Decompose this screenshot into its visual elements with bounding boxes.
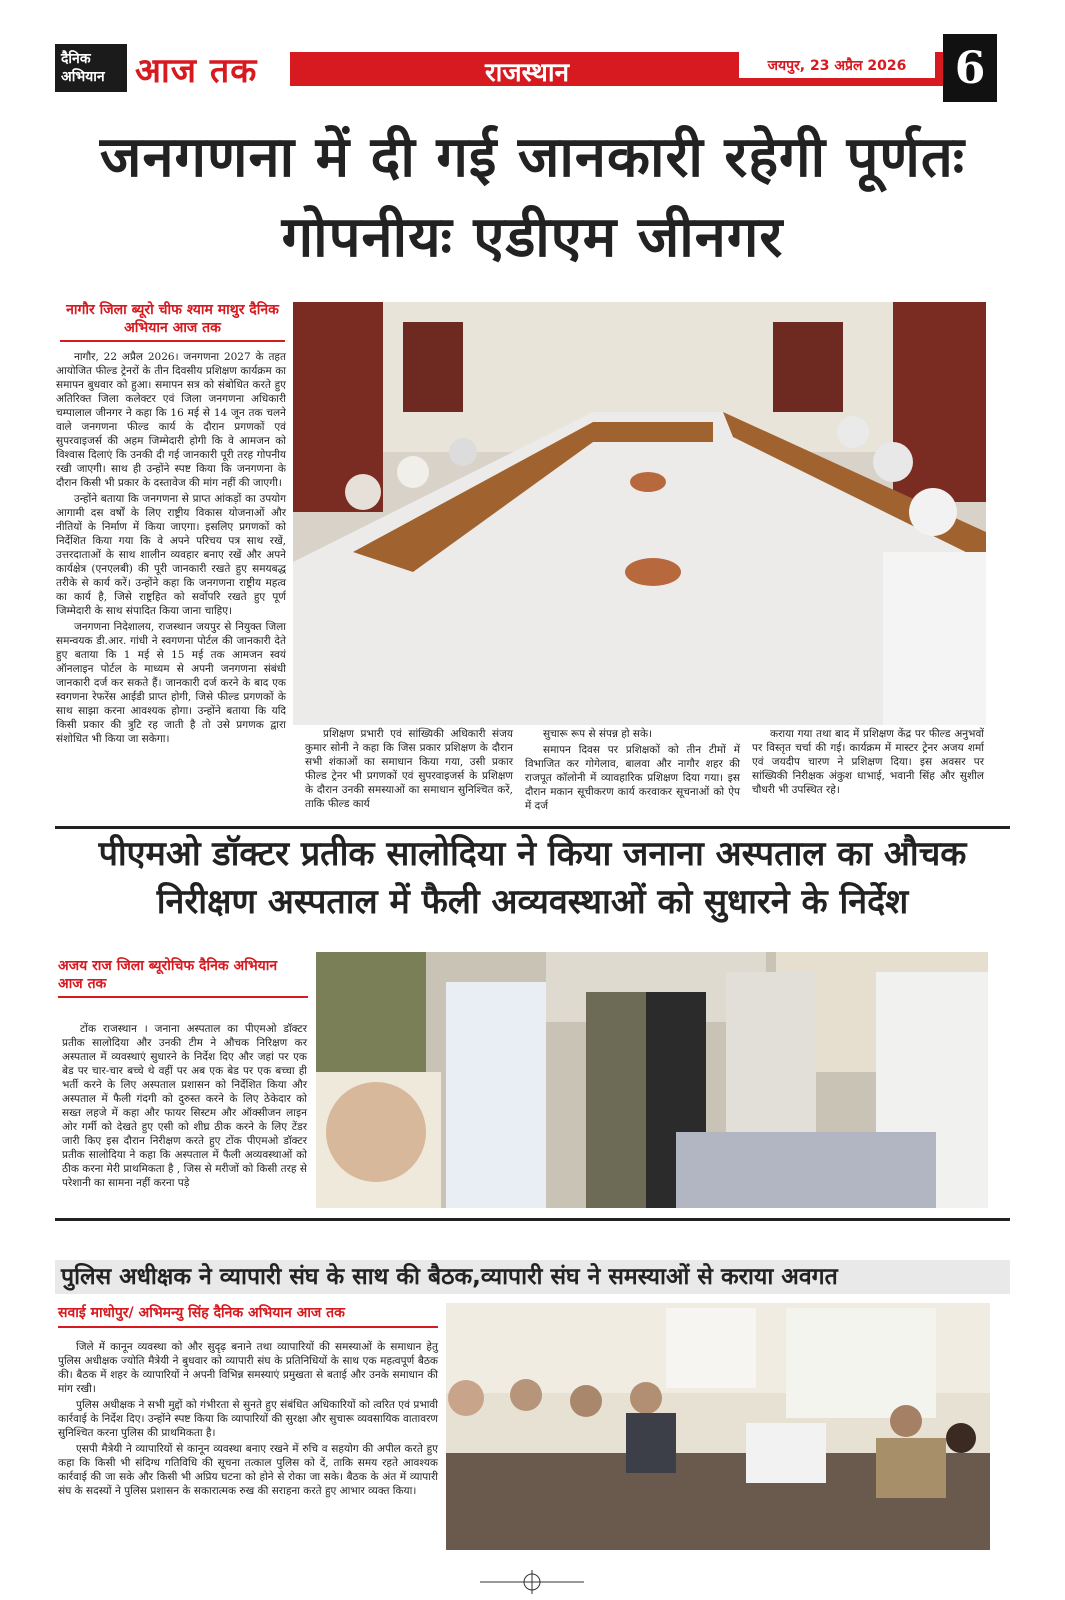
brand-top: दैनिक xyxy=(61,51,91,67)
story3-headline: पुलिस अधीक्षक ने व्यापारी संघ के साथ की बैठक,व्यापारी संघ ने समस्याओं से कराया अवगत xyxy=(55,1260,1010,1294)
registration-mark-icon xyxy=(480,1570,584,1594)
story2-body xyxy=(62,1022,307,1192)
story1-col4 xyxy=(752,727,984,799)
edition-date: जयपुर, 23 अप्रैल 2026 xyxy=(739,52,935,78)
page-number: 6 xyxy=(943,34,997,102)
story3-byline-rule xyxy=(58,1326,438,1328)
story1-col1-para: जनगणना निदेशालय, राजस्थान जयपुर से नियुक्त जिला समन्वयक डी.आर. गांधी ने स्वगणना पोर्टल की जानकारी देते हुए बताया कि 1 मई से 15 मई तक आमजन स्वयं ऑनलाइन पोर्टल के माध्यम से अपनी जनगणना संबंधी जानकारी दर्ज कर सकते हैं। जानकारी दर्ज करने के बाद एक स्वगणना रेफरेंस आईडी प्राप्त होगी, जिसे फील्ड प्रगणकों के साथ साझा करना आवश्यक होगा। उन्होंने बताया कि यदि किसी प्रकार की त्रुटि रह जाती है तो उसे प्रगणक द्वारा संशोधित भी किया जा सकेगा। xyxy=(56,621,286,745)
story1-col2 xyxy=(305,727,513,813)
story2-para: टोंक राजस्थान । जनाना अस्पताल का पीएमओ डॉक्टर प्रतीक सालोदिया और उनकी टीम ने औचक निरिक्षण कर अस्पताल में व्यवस्थाएं सुधारने के निर्देश दिए और जहां पर एक बेड पर चार-चार बच्चे थे वहीं पर अब एक बेड पर एक बच्चा ही भर्ती करने के लिए अस्पताल प्रशासन को निर्देशित किया और अस्पताल में फैली गंदगी को दुरुस्त करने के लिए ठेकेदार को सख्त लहजे में कहा और फायर सिस्टम और ऑक्सीजन लाइन ओर गर्मी को देखते हुए एसी को शीघ्र ठीक करने के लिए टेंडर जारी किए इस दौरान निरीक्षण करते हुए टोंक पीएमओ डॉक्टर प्रतीक सालोदिया ने कहा कि अस्पताल में फैली अव्यवस्थाओं को ठीक करना मेरी प्राथमिकता है , जिस से मरीजों को किसी तरह से परेशानी का सामना नहीं करना पड़े xyxy=(62,1023,307,1189)
story1-col3-para: समापन दिवस पर प्रशिक्षकों को तीन टीमों में विभाजित कर गोगेलाव, बालवा और नागौर शहर की राजपूत कॉलोनी में व्यावहारिक प्रशिक्षण दिया गया। इस दौरान मकान सूचीकरण कार्य करवाकर सूचनाओं को ऐप में दर्ज xyxy=(525,744,740,812)
story3-para: जिले में कानून व्यवस्था को और सुदृढ़ बनाने तथा व्यापारियों की समस्याओं के समाधान हेतु पुलिस अधीक्षक ज्योति मैत्रेयी ने बुधवार को व्यापारी संघ के प्रतिनिधियों के साथ एक महत्वपूर्ण बैठक की। बैठक में शहर के व्यापारियों ने अपनी विभिन्न समस्याएं प्रमुखता से बताई और उनके समाधान की मांग रखी। xyxy=(58,1341,438,1395)
section-name: राजस्थान xyxy=(485,58,570,88)
story3-para: एसपी मैत्रेयी ने व्यापारियों से कानून व्यवस्था बनाए रखने में रुचि व सहयोग की अपील करते हुए कहा कि किसी भी संदिग्ध गतिविधि की सूचना तत्काल पुलिस को दें, ताकि समय रहते आवश्यक कार्रवाई की जा सके और किसी भी अप्रिय घटना को होने से रोका जा सके। बैठक के अंत में व्यापारी संघ के सदस्यों ने पुलिस प्रशासन के सकारात्मक रुख की सराहना करते हुए आभार व्यक्त किया। xyxy=(58,1443,438,1497)
story1-byline-rule xyxy=(60,340,285,342)
story2-byline-rule xyxy=(58,996,308,998)
brand-bottom: अभियान xyxy=(61,69,105,85)
masthead xyxy=(55,44,995,102)
section-divider xyxy=(55,826,1010,829)
story3-body xyxy=(58,1340,438,1500)
story3-byline: सवाई माधोपुर/ अभिमन्यु सिंह दैनिक अभियान आज तक xyxy=(58,1305,345,1321)
story1-col3 xyxy=(525,727,740,815)
story1-col3-para: सुचारू रूप से संपन्न हो सके। xyxy=(543,728,653,740)
story1-headline: जनगणना में दी गई जानकारी रहेगी पूर्णतः गोपनीयः एडीएम जीनगर xyxy=(99,125,966,270)
story1-col4-para: कराया गया तथा बाद में प्रशिक्षण केंद्र पर फील्ड अनुभवों पर विस्तृत चर्चा की गई। कार्यक्रम में मास्टर ट्रेनर अजय शर्मा एवं जयदीप चारण ने प्रशिक्षण दिया। इस अवसर पर सांख्यिकी निरीक्षक अंकुश धाभाई, भवानी सिंह और सुशील चौधरी भी उपस्थित रहे। xyxy=(752,728,984,796)
story3-para: पुलिस अधीक्षक ने सभी मुद्दों को गंभीरता से सुनते हुए संबंधित अधिकारियों को त्वरित एवं प्रभावी कार्रवाई के निर्देश दिए। उन्होंने स्पष्ट किया कि व्यापारियों की सुरक्षा और सुचारू व्यवसायिक वातावरण सुनिश्चित करना पुलिस की प्राथमिकता है। xyxy=(58,1399,438,1439)
section-divider xyxy=(55,1218,1010,1221)
story1-byline: नागौर जिला ब्यूरो चीफ श्याम माथुर दैनिक अभियान आज तक xyxy=(66,302,279,336)
story1-col1-para: उन्होंने बताया कि जनगणना से प्राप्त आंकड़ों का उपयोग आगामी दस वर्षों के लिए राष्ट्रीय विकास योजनाओं और नीतियों के निर्माण में किया जाएगा। इसलिए प्रगणकों को निर्देशित किया गया कि वे अपने परिचय पत्र साथ रखें, उत्तरदाताओं के साथ शालीन व्यवहार बनाए रखें और अपने कार्यक्षेत्र (एनएलबी) की पूरी जानकारी रखते हुए समयबद्ध तरीके से कार्य करें। उन्होंने कहा कि जनगणना राष्ट्रीय महत्व का कार्य है, जिसे राष्ट्रहित को सर्वोपरि रखते हुए पूर्ण जिम्मेदारी के साथ संपादित किया जाना चाहिए। xyxy=(56,493,286,617)
story1-col2-para: प्रशिक्षण प्रभारी एवं सांख्यिकी अधिकारी संजय कुमार सोनी ने कहा कि जिस प्रकार प्रशिक्षण के दौरान सभी शंकाओं का समाधान किया गया, उसी प्रकार फील्ड ट्रेनर भी प्रगणकों एवं सुपरवाइजर्स के प्रशिक्षण के दौरान उनकी समस्याओं का समाधान सुनिश्चित करें, ताकि फील्ड कार्य xyxy=(305,728,513,810)
story1-col1-para: नागौर, 22 अप्रैल 2026। जनगणना 2027 के तहत आयोजित फील्ड ट्रेनरों के तीन दिवसीय प्रशिक्षण कार्यक्रम का समापन बुधवार को हुआ। समापन सत्र को संबोधित करते हुए अतिरिक्त जिला कलेक्टर एवं जिला जनगणना अधिकारी चम्पालाल जीनगर ने कहा कि 16 मई से 14 जून तक चलने वाले जनगणना फील्ड कार्य के दौरान प्रगणकों एवं सुपरवाइजर्स की अहम जिम्मेदारी होगी कि वे आमजन को विश्वास दिलाएं कि उनकी दी गई जानकारी पूरी तरह गोपनीय रखी जाएगी। साथ ही उन्होंने स्पष्ट किया कि जनगणना के दौरान किसी भी प्रकार के दस्तावेज की मांग नहीं की जाएगी। xyxy=(56,351,286,489)
story1-col1 xyxy=(56,350,286,748)
date-underline xyxy=(739,82,935,86)
story1-photo-training-hall xyxy=(293,302,986,725)
story2-byline: अजय राज जिला ब्यूरोचिफ दैनिक अभियान आज तक xyxy=(58,958,278,992)
story2-headline-line1: पीएमओ डॉक्टर प्रतीक सालोदिया ने किया जनाना अस्पताल का औचक xyxy=(98,834,967,874)
brand-logo-text: आज तक xyxy=(135,51,258,91)
story2-headline xyxy=(55,830,1010,926)
brand-box xyxy=(55,44,127,92)
story2-photo-hospital-inspection xyxy=(316,952,988,1208)
story3-photo-police-meeting xyxy=(446,1303,990,1550)
story2-headline-line2: निरीक्षण अस्पताल में फैली अव्यवस्थाओं को सुधारने के निर्देश xyxy=(156,882,909,922)
